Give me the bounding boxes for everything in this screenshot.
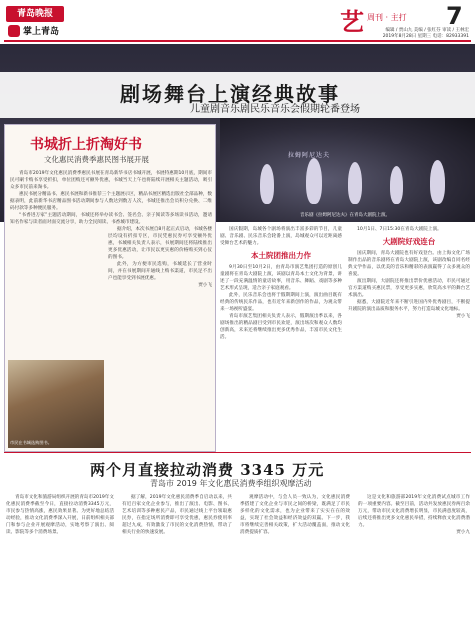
stage-photo-caption: 音乐剧《拉姆阿尼达夫》在青岛大剧院上演。 [300,213,390,218]
newspaper-logo: 青岛晚报 [6,6,64,22]
bookstore-photo [8,360,104,448]
book-story-body [10,170,212,289]
app-name: 掌上青岛 [23,27,60,37]
performer-figure [306,158,322,204]
right-column [348,226,470,319]
section-label: 周刊 · 主打 [367,13,407,22]
header-rule [4,40,471,42]
page-number: 7 [446,2,463,30]
bottom-story-headline: 两个月直接拉动消费 3345 万元 [90,461,325,479]
lead-paragraph: 国庆假期，岛城各个剧场将演出丰富多彩的节目，儿童剧、音乐剧、民乐音乐会轮番上演，岛城观众可以近距离感受舞台艺术的魅力。 [220,227,342,246]
performer-figure [260,164,274,204]
hero-headline: 剧场舞台上演经典故事 [120,82,340,106]
paragraph: “书香进万家”主题活动期间，书城还将举办读书会、签名会、亲子阅读等多场读书活动，邀请知名作家与读者面对面交流分享，助力全民阅读、书香城市建设。 [10,213,212,225]
lead-paragraph: 10月1日、7日15:30在青岛大剧院上演。 [357,227,442,232]
byline: 贾小飞 [456,314,470,319]
performer-figure [430,160,445,204]
bottom-column-2 [122,494,232,536]
performer-figure [390,166,403,204]
hero-subheadline: 儿童剧音乐剧民乐音乐会假期轮番登场 [190,104,360,115]
paragraph: 演出期间，大剧院还将推出票价优惠活动，市民可通过官方渠道购买惠民票，享受更多实惠，欣赏高水平的舞台艺术演出。 [348,279,470,298]
middle-column [220,226,342,341]
paragraph: 这是文化和旅游部2019年文化消费试点城市工作的一项重要内容。截至目前，活动共发放惠民券两百余万元，带动市民文化消费增长明显，市民满意度较高，后续还将推出更多文化惠民举措，持续释放文化消费潜力。 [358,495,470,528]
bottom-column-3 [240,494,350,536]
performer-figure [348,162,362,204]
paragraph: 此外，民乐音乐会也将于假期期间上演，演出曲目既有经典的传统民乐作品，也有近年来新创作的作品，为观众带来一场视听盛宴。 [220,293,342,312]
section-character: 艺 [340,7,364,36]
paragraph: 观摩活动中，与会人员一致认为，文化惠民消费季搭建了文化企业与市民之间的桥梁，既满足了市民多样化的文化需求，也为企业带来了实实在在的效益，实现了社会效益和经济效益的双赢。下一步，我市将继续完善相关政策，扩大活动覆盖面，推动文化消费提质扩容。 [240,495,350,535]
book-story-headline: 书城折上折淘好书 [30,137,142,153]
app-icon [8,25,20,37]
stage-sign-text: 拉姆阿尼达夫 [288,152,331,159]
bottom-column-4 [358,494,470,535]
byline: 贾小飞 [198,283,212,288]
byline: 贾小九 [456,530,470,535]
paragraph: 惠民书展分精品书、惠民书展和新书推荐三个主题展示区，精品书展区精选出版社全部品种，数据表明，此前新华书店精品图书活动期间参与人数达到数万人次，书城还推出会员积分兑换、二维码付款等多种便民服务。 [10,192,212,211]
paragraph: 此外，为方便市民选购，书城延长了营业时间，并在书展期间开通线上购书渠道，市民足不出户也能享受到书展优惠。 [108,262,212,281]
paragraph: 据悉，大剧院近年来不断引进国内外优秀剧目，不断提升剧院的演出品质和服务水平，努力打造岛城文化地标。 [348,300,470,312]
paragraph: 据了解，2019年文化惠民消费季自启动以来，共有近百家文化企业参与，推出了演出、电影、图书、艺术培训等多种惠民产品，市民通过线上平台领取惠民券，在指定场所消费即可享受优惠，惠民券使用率超过九成，有效激发了市民的文化消费热情，带动了相关行业的快速发展。 [122,495,232,535]
paragraph: 青岛市文化和旅游局组织开展的青岛市2019年文化惠民消费季截至今日，直接拉动消费3345万元，市民参与热情高涨，惠民效果显著。为更好地总结活动经验，推动文化消费季深入开展，日前组织相关部门和参与企业开展观摩活动，实地考察了演出、阅读、影院等多个消费场景。 [6,495,114,535]
bottom-story-subheadline: 青岛市 2019 年文化惠民消费季组织观摩活动 [150,479,312,488]
bottom-column-1 [6,494,114,536]
section-heading: 大剧院好戏连台 [382,237,436,246]
paragraph: 青岛市2019年文化惠民消费季惠民书展在青岛新华书店书城开展，书展特惠期10月底，期间市民可刷卡购书享受折扣，单位团购还可额外优惠，书城当天上午也将陆续开展相关主题活动，吸引众多市民前来淘书。 [10,171,212,190]
paragraph: 国庆期间，青岛大剧院也有好戏登台。由上海文化广场制作出品的音乐剧将在青岛大剧院上演，该剧改编自同名经典文学作品，以优美的音乐和精彩的表演赢得了众多观众的喜爱。 [348,251,470,277]
editor-line: 编辑 / 贾山九 美编 / 张红芬 审读 / 王林宏 [385,28,469,33]
book-story-subheadline: 文化惠民消费季惠民图书展开展 [44,155,149,164]
stage-photo [220,118,475,222]
paragraph: 据介绍，本次书展自8月起正式启动，书城各楼层均设有折扣专区，市民凭惠民券可享受额外优惠，书城相关负责人表示，书展期间还将陆续推出更多优惠活动，让市民以更实惠的价格购买到心仪的图书。 [108,227,212,260]
paragraph: 青岛市演艺集团相关负责人表示，假期演出季以来，各剧场推出的精品剧目受到市民欢迎，演出场次和观众人数均创新高，未来还将继续推出更多优秀作品，丰富市民文化生活。 [220,314,342,340]
date-line: 2019年8月28日 星期三 电话：82933391 [382,34,469,39]
paragraph: 9月30日至10月2日，由青岛市演艺集团打造的原创儿童剧将在青岛大剧院上演，该剧以青岛本土文化为背景，讲述了一段充满温情的童话故事，用音乐、舞蹈、戏剧等多种艺术形式呈现，适合亲子家庭观看。 [220,265,342,291]
section-heading: 本土院团推出力作 [251,251,311,260]
bottom-story-rule [4,452,471,453]
bookstore-photo-caption: 市民在书城选购图书。 [10,440,52,445]
